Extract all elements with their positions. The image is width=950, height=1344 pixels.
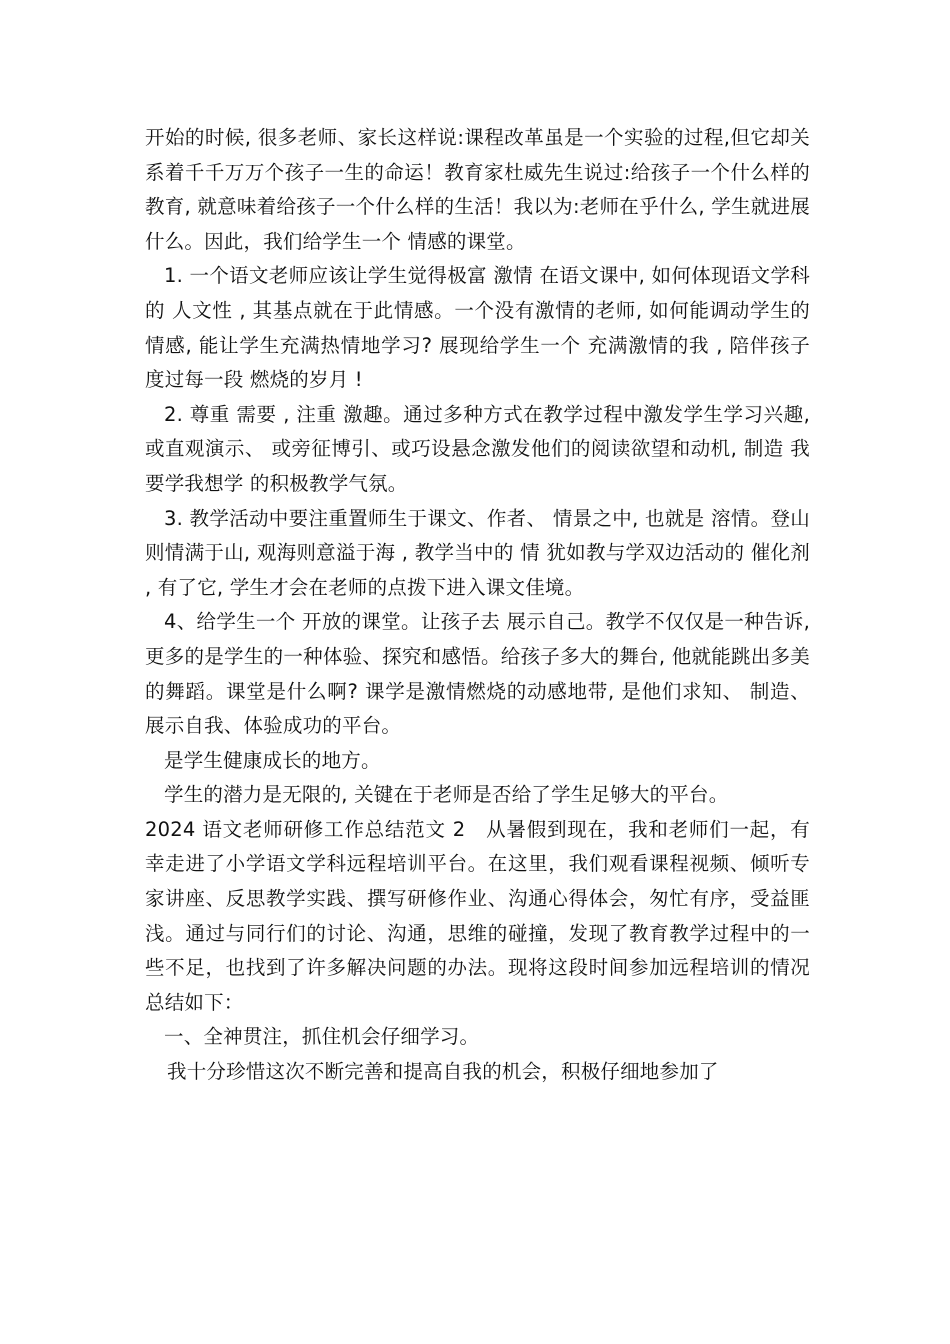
paragraph-growth: 是学生健康成长的地方。 xyxy=(164,748,381,772)
paragraph-point-1: 1. 一个语文老师应该让学生觉得极富 激情 在语文课中, 如何体现语文学科的 人文性 , 其基点就在于此情感。一个没有激情的老师, 如何能调动学生的情感, 能让学生充满热情地学习? 展现给学生一个 充满激情的我 , 陪伴孩子度过每一段 燃烧的岁月 ! xyxy=(145,264,810,392)
document-page xyxy=(145,121,810,1090)
paragraph-intro: 开始的时候, 很多老师、家长这样说:课程改革虽是一个实验的过程,但它却关系着千千万万个孩子一生的命运！教育家杜威先生说过:给孩子一个什么样的教育, 就意味着给孩子一个什么样的生活！我以为:老师在乎什么, 学生就进展什么。因此，我们给学生一个 情感的课堂。 xyxy=(145,126,810,253)
paragraph-point-3: 3. 教学活动中要注重置师生于课文、作者、 情景之中, 也就是 溶情。登山则情满于山, 观海则意溢于海 , 教学当中的 情 犹如教与学双边活动的 催化剂 , 有了它, 学生才会在老师的点拨下进入课文佳境。 xyxy=(145,506,810,599)
paragraph-potential: 学生的潜力是无限的, 关键在于老师是否给了学生足够大的平台。 xyxy=(164,783,729,807)
paragraph-summary-2: 2024 语文老师研修工作总结范文 2 从暑假到现在，我和老师们一起，有幸走进了小学语文学科远程培训平台。在这里，我们观看课程视频、倾听专家讲座、反思教学实践、撰写研修作业、沟通心得体会，匆忙有序，受益匪浅。通过与同行们的讨论、沟通，思维的碰撞，发现了教育教学过程中的一些不足，也找到了许多解决问题的办法。现将这段时间参加远程培训的情况总结如下： xyxy=(145,817,810,1014)
paragraph-point-2: 2. 尊重 需要 , 注重 激趣。通过多种方式在教学过程中激发学生学习兴趣, 或直观演示、 或旁征博引、或巧设悬念激发他们的阅读欲望和动机, 制造 我要学我想学 的积极教学气氛。 xyxy=(145,402,810,495)
paragraph-point-4: 4、给学生一个 开放的课堂。让孩子去 展示自己。教学不仅仅是一种告诉, 更多的是学生的一种体验、探究和感悟。给孩子多大的舞台, 他就能跳出多美的舞蹈。课堂是什么啊? 课学是激情燃烧的动感地带, 是他们求知、 制造、 展示自我、体验成功的平台。 xyxy=(145,610,810,738)
section-heading-1: 一、全神贯注，抓住机会仔细学习。 xyxy=(164,1025,480,1049)
paragraph-cherish: 我十分珍惜这次不断完善和提高自我的机会，积极仔细地参加了 xyxy=(167,1060,719,1084)
